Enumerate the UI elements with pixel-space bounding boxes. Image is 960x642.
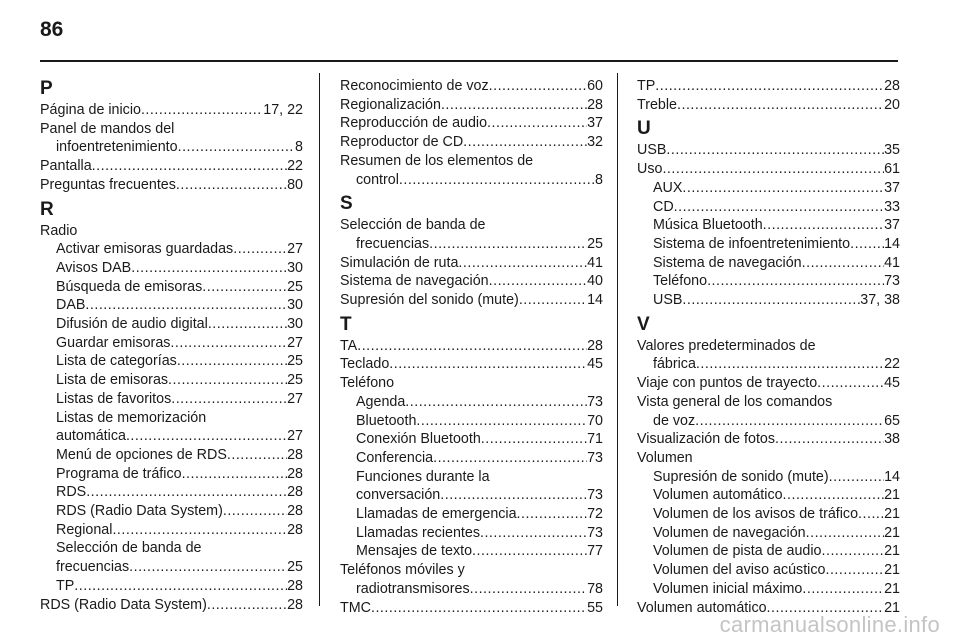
page-reference: 20 bbox=[884, 96, 900, 113]
dot-leader bbox=[178, 138, 295, 157]
index-subentry bbox=[637, 580, 900, 599]
dot-leader bbox=[458, 254, 587, 273]
page-reference: 78 bbox=[587, 580, 603, 597]
dot-leader bbox=[74, 577, 287, 596]
page-reference: 30 bbox=[287, 316, 303, 333]
dot-leader bbox=[171, 390, 287, 409]
index-subentry bbox=[340, 542, 603, 561]
dot-leader bbox=[806, 524, 884, 543]
page-reference: 21 bbox=[884, 524, 900, 541]
entry-label: Selección de banda de bbox=[56, 540, 202, 557]
entry-label: Mensajes de texto bbox=[356, 543, 473, 560]
page-reference: 28 bbox=[287, 596, 303, 613]
page-reference: 70 bbox=[587, 412, 603, 429]
entry-label: de voz bbox=[653, 412, 696, 429]
index-subentry bbox=[40, 390, 303, 409]
entry-label: Listas de memorización bbox=[56, 409, 207, 426]
dot-leader bbox=[677, 96, 884, 115]
page-reference: 25 bbox=[587, 235, 603, 252]
index-letter-heading: T bbox=[340, 313, 352, 335]
dot-leader bbox=[441, 96, 587, 115]
index-entry bbox=[40, 596, 303, 615]
page-reference: 25 bbox=[287, 559, 303, 576]
page-reference: 73 bbox=[587, 524, 603, 541]
entry-label: RDS bbox=[56, 484, 87, 501]
page-reference: 33 bbox=[884, 198, 900, 215]
dot-leader bbox=[405, 393, 587, 412]
dot-leader bbox=[763, 216, 884, 235]
index-subentry bbox=[40, 409, 303, 446]
entry-label: Conexión Bluetooth bbox=[356, 431, 481, 448]
entry-label: Teléfonos móviles y bbox=[340, 562, 465, 579]
index-subentry bbox=[40, 296, 303, 315]
dot-leader bbox=[696, 355, 884, 374]
dot-leader bbox=[433, 449, 587, 468]
index-subentry bbox=[340, 524, 603, 543]
index-subentry bbox=[40, 240, 303, 259]
page-reference: 28 bbox=[287, 484, 303, 501]
page-reference: 27 bbox=[287, 428, 303, 445]
page-reference: 17, 22 bbox=[263, 102, 303, 118]
dot-leader bbox=[86, 483, 287, 502]
page-reference: 37, 38 bbox=[860, 292, 900, 309]
entry-label: Supresión de sonido (mute) bbox=[653, 468, 829, 485]
page-reference: 27 bbox=[287, 390, 303, 407]
page-reference: 21 bbox=[884, 580, 900, 597]
page-number: 86 bbox=[40, 18, 64, 41]
index-subentry bbox=[40, 278, 303, 297]
entry-label: Sistema de navegación bbox=[653, 254, 802, 271]
dot-leader bbox=[207, 596, 287, 615]
entry-label: Difusión de audio digital bbox=[56, 316, 208, 333]
page-reference: 25 bbox=[287, 372, 303, 389]
dot-leader bbox=[802, 580, 884, 599]
index-letter-heading: R bbox=[40, 198, 54, 220]
dot-leader bbox=[775, 430, 884, 449]
page-reference: 28 bbox=[287, 521, 303, 538]
index-subentry bbox=[637, 524, 900, 543]
entry-label: frecuencias bbox=[56, 559, 130, 576]
dot-leader bbox=[489, 272, 587, 291]
page-reference: 14 bbox=[884, 235, 900, 252]
entry-label: Guardar emisoras bbox=[56, 334, 171, 351]
index-subentry bbox=[637, 561, 900, 580]
page-reference: 80 bbox=[287, 176, 303, 193]
index-subentry bbox=[40, 465, 303, 484]
index-subentry bbox=[340, 430, 603, 449]
page-reference: 61 bbox=[884, 161, 900, 178]
dot-leader bbox=[440, 486, 587, 505]
entry-label: Volumen de pista de audio bbox=[653, 543, 822, 560]
dot-leader bbox=[170, 334, 287, 353]
index-subentry bbox=[637, 468, 900, 487]
entry-label: CD bbox=[653, 198, 674, 215]
dot-leader bbox=[822, 542, 885, 561]
index-subentry bbox=[637, 254, 900, 273]
entry-label: Programa de tráfico bbox=[56, 465, 182, 482]
index-subentry bbox=[637, 542, 900, 561]
dot-leader bbox=[489, 77, 587, 96]
index-subentry bbox=[637, 486, 900, 505]
entry-label: control bbox=[356, 171, 399, 188]
index-entry bbox=[340, 216, 603, 253]
entry-label: Volumen automático bbox=[637, 599, 767, 616]
index-entry bbox=[637, 337, 900, 374]
entry-label: fábrica bbox=[653, 356, 696, 373]
dot-leader bbox=[783, 486, 885, 505]
page-reference: 73 bbox=[884, 273, 900, 290]
dot-leader bbox=[208, 315, 287, 334]
entry-label: AUX bbox=[653, 179, 683, 196]
entry-label: Supresión del sonido (mute) bbox=[340, 292, 519, 309]
index-entry bbox=[340, 272, 603, 291]
entry-label: USB bbox=[653, 292, 683, 309]
entry-label: radiotransmisores bbox=[356, 580, 470, 597]
dot-leader bbox=[463, 133, 587, 152]
page-reference: 21 bbox=[884, 506, 900, 523]
index-column-3 bbox=[637, 77, 900, 617]
entry-label: RDS (Radio Data System) bbox=[56, 503, 223, 520]
index-entry bbox=[340, 133, 603, 152]
index-letter-heading: P bbox=[40, 78, 53, 99]
index-entry bbox=[40, 157, 303, 176]
entry-label: TP bbox=[637, 78, 656, 94]
index-entry bbox=[40, 101, 303, 120]
index-subentry bbox=[40, 483, 303, 502]
page-reference: 35 bbox=[884, 142, 900, 159]
entry-label: Panel de mandos del bbox=[40, 120, 175, 137]
index-subentry bbox=[40, 521, 303, 540]
index-subentry bbox=[40, 446, 303, 465]
page-reference: 65 bbox=[884, 412, 900, 429]
entry-label: Reconocimiento de voz bbox=[340, 78, 489, 94]
page-reference: 27 bbox=[287, 334, 303, 351]
page-reference: 45 bbox=[587, 356, 603, 373]
dot-leader bbox=[695, 412, 884, 431]
index-subentry bbox=[40, 371, 303, 390]
page-reference: 73 bbox=[587, 487, 603, 504]
entry-label: Agenda bbox=[356, 393, 406, 410]
dot-leader bbox=[176, 176, 287, 195]
index-column-2 bbox=[340, 77, 603, 617]
page-reference: 38 bbox=[884, 431, 900, 448]
entry-label: Preguntas frecuentes bbox=[40, 176, 176, 193]
index-entry bbox=[340, 355, 603, 374]
index-entry bbox=[637, 393, 900, 430]
entry-label: Regionalización bbox=[340, 96, 441, 113]
index-letter-heading: S bbox=[340, 193, 353, 215]
entry-label: Selección de banda de bbox=[340, 217, 486, 234]
dot-leader bbox=[850, 235, 884, 254]
entry-label: frecuencias bbox=[356, 235, 430, 252]
index-entry bbox=[40, 120, 303, 157]
page-reference: 27 bbox=[287, 241, 303, 258]
entry-label: Resumen de los elementos de bbox=[340, 152, 534, 169]
entry-label: DAB bbox=[56, 297, 86, 314]
entry-label: infoentretenimiento bbox=[56, 139, 178, 156]
index-subentry bbox=[340, 449, 603, 468]
dot-leader bbox=[682, 179, 884, 198]
dot-leader bbox=[662, 160, 884, 179]
entry-label: Avisos DAB bbox=[56, 259, 132, 276]
dot-leader bbox=[92, 157, 287, 176]
page-reference: 41 bbox=[587, 254, 603, 271]
dot-leader bbox=[429, 235, 587, 254]
page-reference: 37 bbox=[587, 115, 603, 132]
entry-label: Activar emisoras guardadas bbox=[56, 241, 234, 258]
index-entry bbox=[637, 449, 900, 468]
index-subentry bbox=[637, 179, 900, 198]
entry-label: Reproductor de CD bbox=[340, 134, 464, 151]
entry-label: TMC bbox=[340, 599, 371, 616]
index-subentry bbox=[40, 577, 303, 596]
index-subentry bbox=[637, 235, 900, 254]
dot-leader bbox=[480, 524, 587, 543]
page-reference: 72 bbox=[587, 506, 603, 523]
entry-label: Vista general de los comandos bbox=[637, 393, 833, 410]
entry-label: Lista de categorías bbox=[56, 353, 177, 370]
page-reference: 21 bbox=[884, 543, 900, 560]
page-reference: 28 bbox=[287, 577, 303, 594]
entry-label: RDS (Radio Data System) bbox=[40, 596, 207, 613]
entry-label: Reproducción de audio bbox=[340, 115, 488, 132]
index-entry bbox=[340, 96, 603, 115]
index-entry bbox=[637, 430, 900, 449]
dot-leader bbox=[481, 430, 587, 449]
page-reference: 41 bbox=[884, 254, 900, 271]
entry-label: TA bbox=[340, 337, 358, 354]
entry-label: Funciones durante la bbox=[356, 468, 490, 485]
page-reference: 28 bbox=[587, 337, 603, 354]
entry-label: USB bbox=[637, 142, 667, 159]
entry-label: Sistema de infoentretenimiento bbox=[653, 235, 851, 252]
page-reference: 71 bbox=[587, 431, 603, 448]
index-entry bbox=[340, 77, 603, 96]
column-divider bbox=[319, 73, 320, 606]
index-subentry bbox=[40, 502, 303, 521]
dot-leader bbox=[129, 558, 287, 577]
index-entry bbox=[637, 141, 900, 160]
watermark: carmanualsonline.info bbox=[719, 612, 940, 637]
entry-label: Llamadas recientes bbox=[356, 524, 480, 541]
dot-leader bbox=[389, 355, 587, 374]
index-letter-heading: U bbox=[637, 118, 651, 140]
entry-label: Teléfono bbox=[653, 273, 708, 290]
page-reference: 22 bbox=[884, 356, 900, 373]
column-divider bbox=[617, 73, 618, 606]
entry-label: Uso bbox=[637, 161, 663, 178]
index-entry bbox=[340, 374, 603, 393]
entry-label: conversación bbox=[356, 487, 441, 504]
dot-leader bbox=[682, 291, 860, 310]
index-subentry bbox=[637, 291, 900, 310]
entry-label: Volumen del aviso acústico bbox=[653, 562, 826, 579]
index-entry bbox=[340, 152, 603, 189]
dot-leader bbox=[233, 240, 287, 259]
index-subentry bbox=[40, 352, 303, 371]
page-reference: 21 bbox=[884, 562, 900, 579]
dot-leader bbox=[131, 259, 287, 278]
index-subentry bbox=[40, 539, 303, 576]
index-entry bbox=[40, 176, 303, 195]
index-subentry bbox=[340, 412, 603, 431]
index-letter-heading: V bbox=[637, 313, 650, 335]
page-reference: 30 bbox=[287, 259, 303, 276]
page-reference: 28 bbox=[287, 465, 303, 482]
dot-leader bbox=[519, 291, 587, 310]
entry-label: Lista de emisoras bbox=[56, 372, 169, 389]
index-column-1 bbox=[40, 77, 303, 614]
dot-leader bbox=[825, 561, 884, 580]
dot-leader bbox=[177, 352, 287, 371]
dot-leader bbox=[802, 254, 884, 273]
entry-label: Regional bbox=[56, 521, 113, 538]
index-subentry bbox=[40, 315, 303, 334]
header-rule bbox=[40, 60, 898, 62]
index-subentry bbox=[340, 505, 603, 524]
index-subentry bbox=[40, 259, 303, 278]
dot-leader bbox=[85, 296, 287, 315]
index-subentry bbox=[340, 393, 603, 412]
dot-leader bbox=[399, 171, 595, 190]
page-reference: 14 bbox=[587, 292, 603, 309]
index-subentry bbox=[637, 216, 900, 235]
page-reference: 32 bbox=[587, 134, 603, 151]
entry-label: Volumen automático bbox=[653, 487, 783, 504]
entry-label: Viaje con puntos de trayecto bbox=[637, 375, 818, 392]
dot-leader bbox=[227, 446, 287, 465]
dot-leader bbox=[707, 272, 884, 291]
dot-leader bbox=[416, 412, 587, 431]
entry-label: TP bbox=[56, 577, 75, 594]
index-entry bbox=[40, 222, 303, 241]
dot-leader bbox=[202, 278, 287, 297]
page-reference: 37 bbox=[884, 179, 900, 196]
entry-label: Teléfono bbox=[340, 375, 395, 392]
entry-label: Música Bluetooth bbox=[653, 217, 763, 234]
entry-label: Sistema de navegación bbox=[340, 273, 489, 290]
page-reference: 45 bbox=[884, 375, 900, 392]
dot-leader bbox=[182, 465, 288, 484]
entry-label: Teclado bbox=[340, 356, 390, 373]
index-subentry bbox=[40, 334, 303, 353]
dot-leader bbox=[674, 198, 884, 217]
entry-label: Llamadas de emergencia bbox=[356, 506, 517, 523]
page-reference: 40 bbox=[587, 273, 603, 290]
dot-leader bbox=[666, 141, 884, 160]
dot-leader bbox=[112, 521, 287, 540]
page-reference: 8 bbox=[295, 139, 303, 156]
page-reference: 73 bbox=[587, 393, 603, 410]
dot-leader bbox=[487, 114, 587, 133]
page-reference: 22 bbox=[287, 158, 303, 175]
entry-label: Visualización de fotos bbox=[637, 431, 776, 448]
dot-leader bbox=[517, 505, 588, 524]
page-reference: 30 bbox=[287, 297, 303, 314]
page-reference: 37 bbox=[884, 217, 900, 234]
entry-label: Simulación de ruta bbox=[340, 254, 459, 271]
index-subentry bbox=[340, 468, 603, 505]
entry-label: Valores predeterminados de bbox=[637, 337, 816, 354]
entry-label: Volumen bbox=[637, 449, 693, 466]
page-reference: 73 bbox=[587, 449, 603, 466]
page-reference: 77 bbox=[587, 543, 603, 560]
index-entry bbox=[637, 160, 900, 179]
index-entry bbox=[340, 599, 603, 618]
index-entry bbox=[637, 77, 900, 96]
dot-leader bbox=[817, 374, 884, 393]
page-reference: 28 bbox=[287, 503, 303, 520]
dot-leader bbox=[472, 542, 587, 561]
dot-leader bbox=[223, 502, 287, 521]
index-subentry bbox=[637, 198, 900, 217]
dot-leader bbox=[126, 427, 287, 446]
page-reference: 28 bbox=[884, 78, 900, 94]
entry-label: Volumen inicial máximo bbox=[653, 580, 803, 597]
entry-label: Página de inicio bbox=[40, 102, 141, 118]
dot-leader bbox=[141, 101, 263, 120]
page-reference: 28 bbox=[587, 96, 603, 113]
index-subentry bbox=[637, 505, 900, 524]
entry-label: Volumen de los avisos de tráfico bbox=[653, 506, 859, 523]
dot-leader bbox=[371, 599, 587, 618]
page-reference: 21 bbox=[884, 599, 900, 616]
index-entry bbox=[637, 96, 900, 115]
page-reference: 60 bbox=[587, 78, 603, 94]
page-reference: 8 bbox=[595, 171, 603, 188]
page-reference: 25 bbox=[287, 278, 303, 295]
entry-label: Búsqueda de emisoras bbox=[56, 278, 203, 295]
entry-label: Radio bbox=[40, 222, 78, 239]
entry-label: Treble bbox=[637, 96, 677, 113]
dot-leader bbox=[470, 580, 587, 599]
index-entry bbox=[340, 114, 603, 133]
page-reference: 28 bbox=[287, 446, 303, 463]
dot-leader bbox=[858, 505, 884, 524]
index-entry bbox=[340, 337, 603, 356]
entry-label: Bluetooth bbox=[356, 412, 417, 429]
entry-label: automática bbox=[56, 428, 126, 445]
index-subentry bbox=[637, 272, 900, 291]
index-entry bbox=[340, 561, 603, 598]
page-reference: 21 bbox=[884, 487, 900, 504]
entry-label: Listas de favoritos bbox=[56, 390, 172, 407]
dot-leader bbox=[357, 337, 587, 356]
dot-leader bbox=[655, 77, 884, 96]
entry-label: Pantalla bbox=[40, 158, 92, 175]
dot-leader bbox=[829, 468, 884, 487]
entry-label: Volumen de navegación bbox=[653, 524, 806, 541]
dot-leader bbox=[168, 371, 287, 390]
page-reference: 14 bbox=[884, 468, 900, 485]
entry-label: Menú de opciones de RDS bbox=[56, 446, 227, 463]
index-entry bbox=[340, 291, 603, 310]
index-entry bbox=[637, 374, 900, 393]
page-reference: 55 bbox=[587, 599, 603, 616]
page-reference: 25 bbox=[287, 353, 303, 370]
entry-label: Conferencia bbox=[356, 449, 434, 466]
index-entry bbox=[340, 254, 603, 273]
